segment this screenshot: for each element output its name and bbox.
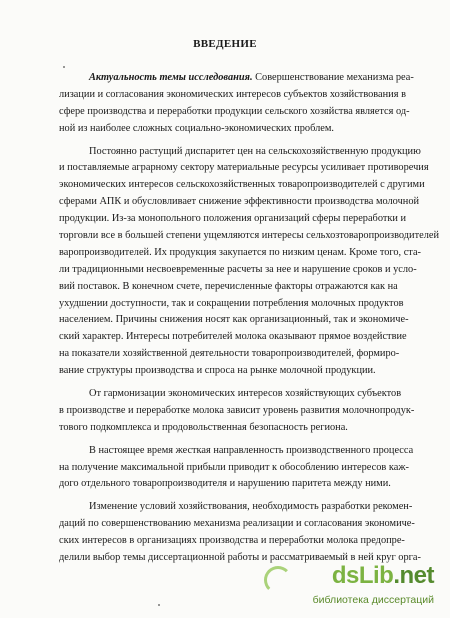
text-line: От гармонизации экономических интересов хозяйствующих субъектов (89, 388, 402, 400)
text-line: варопроизводителей. Их продукция закупается по низким ценам. Кроме того, ста- (59, 246, 421, 258)
text-line: дого отдельного товаропроизводителя и нарушению паритета между ними. (59, 478, 391, 490)
dslib-watermark (246, 562, 442, 610)
watermark-logo-suffix: .net (393, 562, 434, 589)
text-line: лизации и согласования экономических интересов субъектов хозяйствования в (59, 88, 406, 100)
text-line: вание структуры производства и спроса на рынке молочной продукции. (59, 365, 376, 377)
scan-speck (63, 66, 65, 68)
document-body (59, 70, 439, 567)
text-line: В настоящее время жесткая направленность производственного процесса (89, 444, 414, 456)
text-line: делили выбор темы диссертационной работы и рассматриваемый в ней круг орга- (59, 552, 421, 564)
text-line: Изменение условий хозяйствования, необходимость разработки рекомен- (89, 501, 413, 513)
paragraph (59, 386, 415, 437)
text-line: на получение максимальной прибыли приводит к обособлению интересов каж- (59, 461, 409, 473)
text-line: торговли все в большей степени ущемляются интересы сельхозтоваропроизводителей (59, 230, 439, 242)
text-line: сфере производства и переработки продукции сельского хозяйства является од- (59, 105, 410, 117)
text-line: Постоянно растущий диспаритет цен на сельскохозяйственную продукцию (89, 145, 421, 157)
text-line: ских интересов в организациях производства и переработки молока предопре- (59, 535, 405, 547)
paragraph (59, 499, 421, 567)
scan-speck (158, 604, 160, 606)
text-line: ухудшении доступности, так и сокращении потребления молочных продуктов (59, 297, 404, 309)
section-lead: Актуальность темы исследования. (89, 72, 253, 83)
text-line: тового подкомплекса и продовольственная безопасность региона. (59, 421, 348, 433)
text-line: ной из наиболее сложных социально-экономических проблем. (59, 122, 334, 134)
watermark-caption: библиотека диссертаций (312, 594, 434, 606)
text-line: ли традиционными несвоевременные расчеты за нее и нарушение сроков и усло- (59, 263, 417, 275)
logo-ring-icon (264, 566, 292, 594)
text-line (59, 70, 414, 87)
text-line: вий поставок. В конечном счете, перечисленные факторы отражаются как на (59, 280, 398, 292)
text-line: сферами АПК и обусловливает снижение эффективности производства молочной (59, 196, 420, 208)
text-line: экономических интересов сельскохозяйственных товаропроизводителей с другими (59, 179, 425, 191)
paragraph (59, 70, 414, 138)
text-line: населением. Причины снижения носят как организационный, так и экономиче- (59, 314, 409, 326)
text-line-rest: Совершенствование механизма реа- (252, 72, 414, 83)
text-line: на показатели хозяйственной деятельности товаропроизводителей, формиро- (59, 348, 400, 360)
text-line: даций по совершенствованию механизма реализации и согласования экономиче- (59, 518, 415, 530)
page-title: ВВЕДЕНИЕ (193, 38, 257, 50)
paragraph (59, 443, 414, 494)
watermark-logo-main: dsLib (331, 562, 394, 589)
watermark-logo (332, 562, 434, 590)
text-line: и поставляемые аграрному сектору материальные ресурсы усиливает противоречия (59, 162, 429, 174)
text-line: в производстве и переработке молока зависит уровень развития молочнопродук- (59, 404, 415, 416)
text-line: ский характер. Интересы потребителей молока оказывают прямое воздействие (59, 331, 407, 343)
text-line: продукции. Из-за монопольного положения организаций сферы переработки и (59, 213, 407, 225)
paragraph (59, 144, 439, 380)
